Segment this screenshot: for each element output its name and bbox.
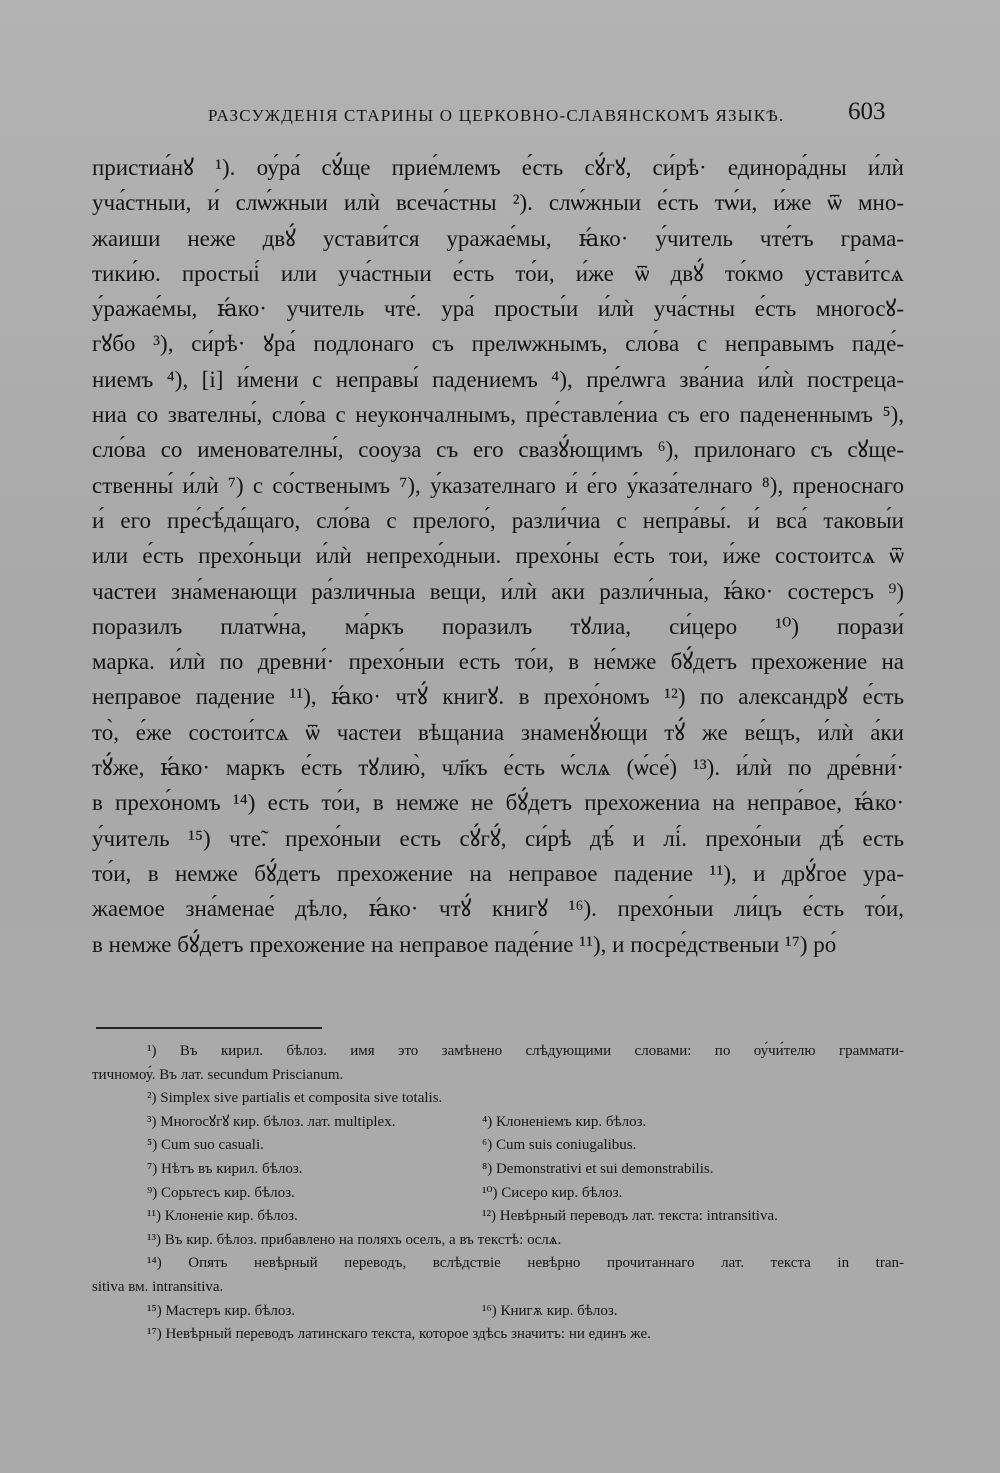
- body-line: ниа со звателны́, сло́ва с неукончалнымъ, пре́ставле́ниа съ его падененнымъ ⁵),: [92, 402, 904, 428]
- footnote-separator: [96, 1027, 322, 1029]
- footnote-line: ¹) Въ кирил. бѣлоз. имя это замѣнено слѣдующими словами: по оу́чи́телю граммати-: [147, 1043, 904, 1059]
- body-line: тꙋ́же, ꙗ́ко· маркъ е́сть тꙋлию̀, чл҃къ е́сть ѡ́слѧ (ѡ́се́) ¹³). и́лѝ по дре́вни́·: [92, 755, 904, 781]
- running-title: РАЗСУЖДЕНІЯ СТАРИНЫ О ЦЕРКОВНО-СЛАВЯНСКОМЪ ЯЗЫКѢ.: [208, 106, 785, 125]
- body-line: и́ его пре́сѣ́да́щаго, сло́ва с прелого́, разли́чиа с непра́вы́. и́ вса́ таковы́и: [92, 507, 904, 533]
- footnote-pair: [92, 1182, 904, 1206]
- body-line: жаиши неже двꙋ́ устави́тся уражае́мы, ꙗ́ко· у́читель чте́тъ грама-: [92, 225, 904, 251]
- footnote-pair: [92, 1111, 904, 1135]
- footnote-line: ²) Simplex sive partialis et composita sive totalis.: [147, 1090, 443, 1107]
- footnote-line: ¹⁷) Невѣрный переводъ латинскаго текста, которое здѣсь значитъ: ни единъ же.: [147, 1326, 651, 1343]
- body-line: в немже бꙋ́детъ прехожение на неправое паде́ние ¹¹), и посре́дственыи ¹⁷) ро́: [92, 931, 837, 957]
- footnote-left: ⁹) Сорьтесъ кир. бѣлоз.: [147, 1184, 295, 1201]
- footnote-pair: [92, 1205, 904, 1229]
- footnote-right: ⁴) Клоненіемъ кир. бѣлоз.: [482, 1113, 647, 1130]
- footnote-left: ¹⁵) Мастеръ кир. бѣлоз.: [147, 1302, 296, 1319]
- footnote-line: sitiva вм. intransitiva.: [92, 1278, 224, 1295]
- body-line: жаемое зна́менае́ дѣло, ꙗ́ко· чтꙋ́ книгꙋ ¹⁶). прехо́ныи ли́цъ е́сть то́и,: [92, 896, 904, 922]
- body-line: то́и, в немже бꙋ́детъ прехожение на неправое падение ¹¹), и дрꙋ́гое ура-: [92, 860, 904, 886]
- body-line: частеи зна́менающи ра́зличныа вещи, и́лѝ аки разли́чныа, ꙗ́ко· состерсъ ⁹): [92, 578, 904, 604]
- body-line: марка. и́лѝ по древни́· прехо́ныи есть то́и, в не́мже бꙋ́детъ прехожение на: [92, 649, 904, 675]
- footnote-left: ⁷) Нѣтъ въ кирил. бѣлоз.: [147, 1160, 303, 1177]
- page-number: 603: [848, 98, 886, 125]
- body-line: пристиа́нꙋ ¹). оу́ра́ сꙋ́ще прие́млемъ е́сть сꙋ́гꙋ, си́рѣ· единора́дны и́лѝ: [92, 155, 904, 180]
- footnote-line: ¹⁴) Опять невѣрный переводъ, вслѣдствіе невѣрно прочитаннаго лат. текста in tran-: [147, 1255, 904, 1272]
- footnote-left: ³) Многоcꙋгꙋ кир. бѣлоз. лат. multiplex.: [147, 1113, 396, 1130]
- page-header: [0, 98, 1000, 138]
- body-line: то̀, е́же состои́тсѧ ѿ частеи вѣщаниа знаменꙋ́ющи тꙋ́ же ве́щъ, и́лѝ а́ки: [92, 719, 904, 745]
- footnote-line: ¹³) Въ кир. бѣлоз. прибавлено на поляхъ ocелъ, а въ текстѣ: ocлѧ.: [147, 1231, 562, 1248]
- footnote-left: ⁵) Cum suo casuali.: [147, 1137, 264, 1154]
- body-line: гꙋбо ³), си́рѣ· ꙋра́ подлонаго съ прелѡжнымъ, сло́ва с неправымъ паде́-: [92, 331, 904, 357]
- footnote-pair: [92, 1300, 904, 1324]
- footnotes: [92, 1040, 904, 1347]
- footnote-right: ¹⁶) Книгѫ кир. бѣлоз.: [482, 1302, 618, 1319]
- footnote-left: ¹¹) Клоненіе кир. бѣлоз.: [147, 1208, 298, 1225]
- body-line: неправое падение ¹¹), ꙗ́ко· чтꙋ́ книгꙋ. в прехо́номъ ¹²) по александрꙋ е́сть: [92, 684, 904, 710]
- footnote-right: ¹²) Невѣрный переводъ лат. текста: intransitiva.: [482, 1208, 778, 1225]
- body-line: ственны́ и́лѝ ⁷) с со́ственымъ ⁷), у́казателнаго и́ е́го у́каза́телнаго ⁸), преноснаго: [92, 472, 904, 498]
- footnote-right: ¹⁰) Сисеро кир. бѣлоз.: [482, 1184, 623, 1201]
- footnote-pair: [92, 1134, 904, 1158]
- footnote-pair: [92, 1158, 904, 1182]
- body-line: в прехо́номъ ¹⁴) есть то́и, в немже не бꙋ́детъ прехожениа на непра́вое, ꙗ́ко·: [92, 790, 904, 816]
- body-line: или е́сть прехо́ньци и́лѝ непрехо́дныи. прехо́ны е́сть тои, и́же состоитсѧ ѿ: [92, 543, 904, 569]
- footnote-line: тичномоу́. Въ лат. secundum Priscianum.: [92, 1066, 344, 1083]
- body-line: сло́ва со именователны́, сооуза съ его свазꙋ́ющимъ ⁶), прилонаго съ сꙋще-: [92, 437, 904, 463]
- body-line: тики́ю. простыі́ или уча́стныи е́сть то́и, и́же ѿ двꙋ́ то́кмо устави́тсѧ: [92, 260, 904, 286]
- body-line: у́читель ¹⁵) чте̃. прехо́ныи есть сꙋ́гꙋ́, си́рѣ дѣ́ и лі́. прехо́ныи дѣ́ есть: [92, 825, 904, 851]
- body-text: [92, 150, 904, 962]
- body-line: поразилъ платѡ́на, ма́ркъ поразилъ тꙋлиа, си́церо ¹⁰) порази́: [92, 613, 904, 639]
- footnote-right: ⁶) Cum suis coniugalibus.: [482, 1137, 637, 1154]
- footnote-right: ⁸) Demonstrativi et sui demonstrabilis.: [482, 1160, 714, 1177]
- body-line: ниемъ ⁴), [і] и́мени с неправы́ падениемъ ⁴), пре́лѡга зва́ниа и́лѝ постреца-: [92, 366, 904, 392]
- body-line: уча́стныи, и́ слѡ́жныи илѝ всеча́стны ²). слѡ́жныи е́сть тѡ́и, и́же ѿ мно-: [92, 190, 904, 216]
- body-line: у́ражае́мы, ꙗ́ко· учитель чте́. ура́ просты́и и́лѝ уча́стны е́сть многосꙋ-: [92, 296, 904, 322]
